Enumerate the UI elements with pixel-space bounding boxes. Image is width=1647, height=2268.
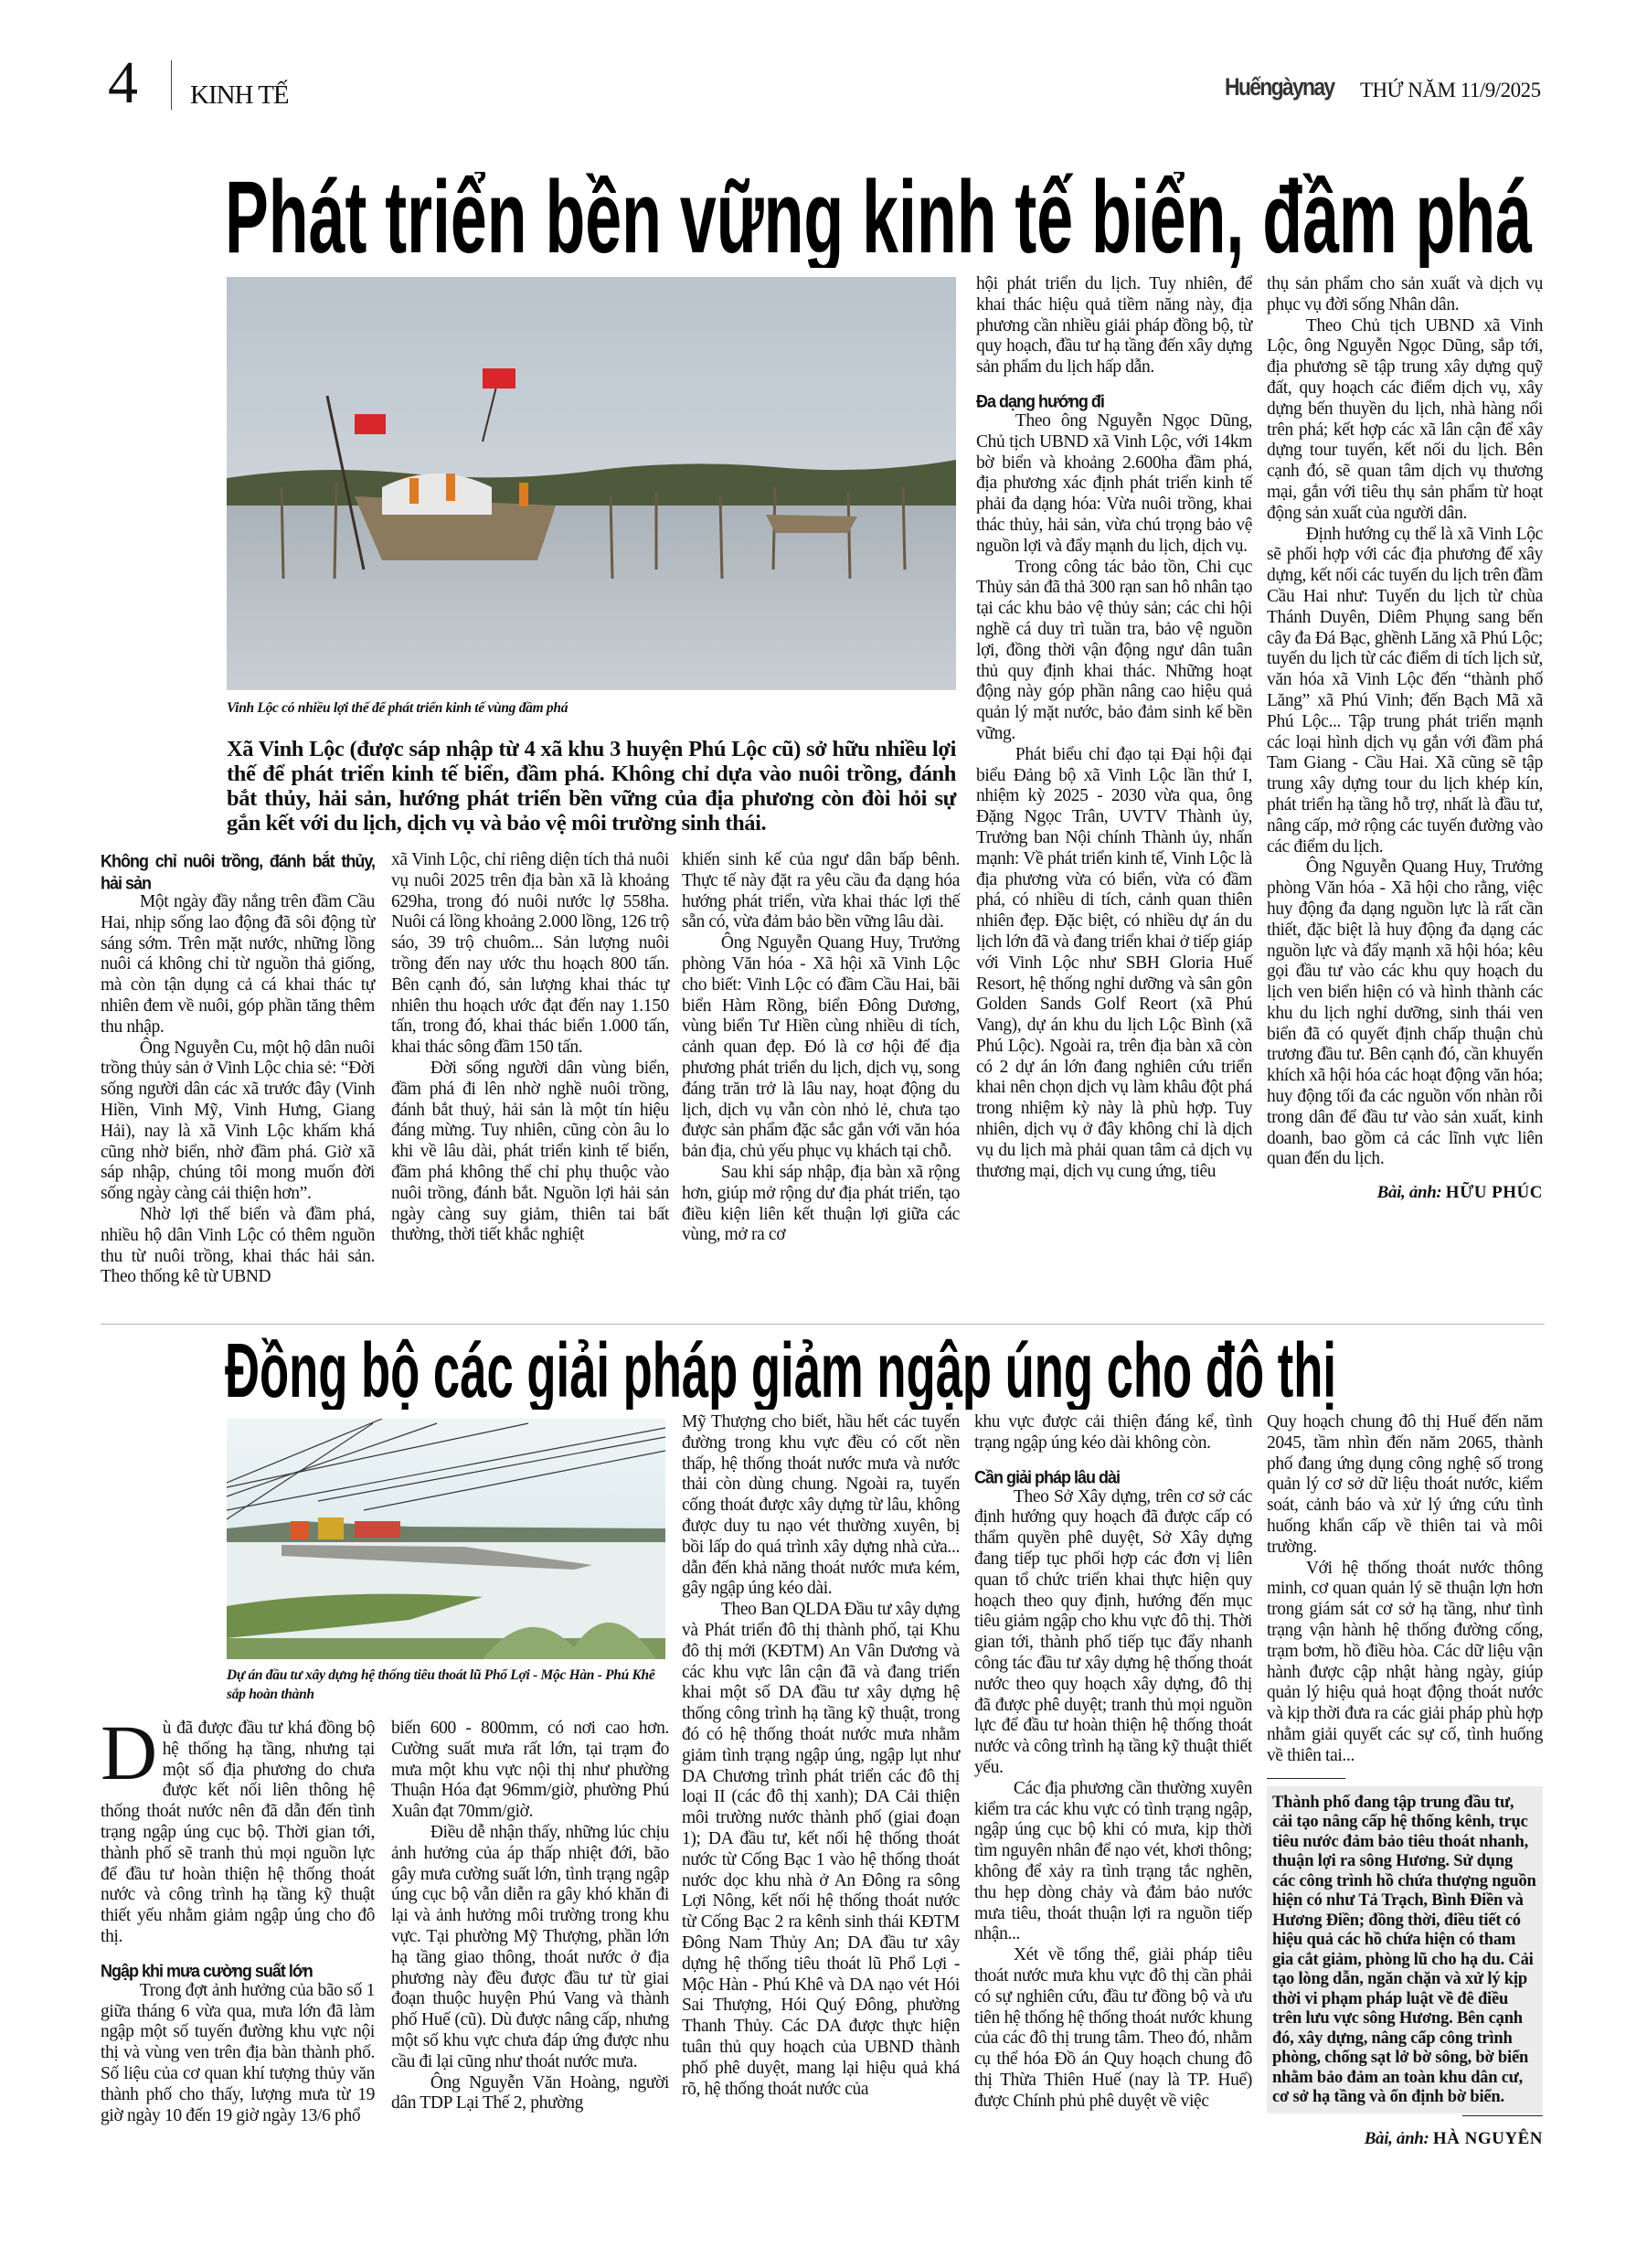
body-paragraph: Ông Nguyễn Cu, một hộ dân nuôi trồng thủy sản ở Vinh Lộc chia sẻ: “Đời sống người dân các xã trước đây (Vinh Hiền, Vinh Mỹ, Vinh Hưng, Giang Hải), nay là xã Vinh Lộc khấm khá cũng nhờ biển, nhờ đầm phá. Giờ xã sáp nhập, chúng tôi mong muốn đời sống ngày càng cải thiện hơn”. xyxy=(101,1038,375,1204)
subheading: Ngập khi mưa cường suất lớn xyxy=(101,1960,313,1981)
article1-column-2 xyxy=(391,850,669,1246)
body-paragraph: khu vực được cải thiện đáng kể, tình trạng ngập úng kéo dài không còn. xyxy=(974,1412,1252,1453)
body-paragraph: Theo ông Nguyễn Ngọc Dũng, Chủ tịch UBND xã Vinh Lộc, với 14km bờ biển và khoảng 2.600ha đầm phá, địa phương xác định phát triển kinh tế phải đa dạng hóa: Vừa nuôi trồng, khai thác thủy, hải sản, vừa chú trọng bảo vệ nguồn lợi và đẩy mạnh du lịch, dịch vụ. xyxy=(976,410,1252,556)
byline-author: HỮU PHÚC xyxy=(1445,1183,1543,1203)
article2-byline xyxy=(1267,2129,1543,2150)
article-separator xyxy=(101,1324,1545,1325)
body-paragraph: biến 600 - 800mm, có nơi cao hơn. Cường suất mưa rất lớn, tại trạm đo mưa một khu vực nội thị như phường Thuận Hóa đạt 96mm/giờ, phường Phú Xuân đạt 70mm/giờ. xyxy=(391,1719,669,1822)
article2-title xyxy=(225,1336,1340,1414)
section-name: KINH TẾ xyxy=(190,80,289,110)
article1-column-3 xyxy=(682,850,960,1246)
body-paragraph: Theo Ban QLDA Đầu tư xây dựng và Phát triển đô thị thành phố, tại Khu đô thị mới (KĐTM) An Vân Dương và các khu vực lân cận đã và đang triển khai một số DA đầu tư xây dựng hệ thống công trình hạ tầng kỹ thuật, trong đó có hệ thống thoát nước mưa nhằm giảm tình trạng ngập úng, ngập lụt như DA Chương trình phát triển các đô thị loại II (các đô thị xanh); DA Cải thiện môi trường nước thành phố (giai đoạn 1); DA đầu tư, kết nối hệ thống thoát nước từ Cống Bạc 1 vào hệ thống thoát nước dọc khu nhà ở An Đông ra sông Lợi Nông, kết nối hệ thống thoát nước từ Cống Bạc 2 ra kênh sinh thái KĐTM Đông Nam Thủy An; DA đầu tư xây dựng hệ thống tiêu thoát lũ Phổ Lợi - Mộc Hàn - Phú Khê và DA nạo vét Hói Sai Thượng, Hói Quý Đông, phường Thanh Thủy. Các DA được thực hiện tuân thủ quy hoạch của UBND thành phố phê duyệt, mang lại hiệu quả khá rõ, hệ thống thoát nước của xyxy=(682,1600,960,2099)
byline-label: Bài, ảnh: xyxy=(1364,2128,1429,2148)
box-top-rule xyxy=(1267,1778,1345,1779)
drop-cap: D xyxy=(101,1709,157,1796)
article2-title-text: Đồng bộ các giải pháp giảm ngập úng cho đô thị xyxy=(225,1336,1336,1410)
body-paragraph: Định hướng cụ thể là xã Vinh Lộc sẽ phối hợp với các địa phương để xây dựng, kết nối các tuyến du lịch trên đầm Cầu Hai như: Tuyến du lịch từ chùa Thánh Duyên, Diêm Phụng sang bến cây đa Đá Bạc, ghềnh Lăng xã Phú Lộc; tuyến du lịch từ các điểm di tích lịch sử, văn hóa xã Vinh Lộc đến “thành phố Lăng” xã Phú Vinh; đến Bạch Mã xã Phú Lộc... Tập trung phát triển mạnh các loại hình dịch vụ gắn với đầm phá Tam Giang - Cầu Hai. Xã cũng sẽ tập trung xây dựng tour du lịch khép kín, phát triển hạ tầng hỗ trợ, nhất là đầu tư, nâng cấp, mở rộng các tuyến đường vào các điểm du lịch. xyxy=(1267,524,1543,857)
article2-column-1 xyxy=(101,1709,375,2126)
body-paragraph: Ông Nguyễn Quang Huy, Trưởng phòng Văn hóa - Xã hội cho rằng, việc huy động đa dạng nguồn lực là rất cần thiết, đặc biệt là huy động đa dạng các nguồn lực và đẩy mạnh xã hội hóa; kêu gọi đầu tư vào các khu quy hoạch du lịch ven biển hiện có và hình thành các khu du lịch nghỉ dưỡng, sinh thái ven biển đã có quyết định chấp thuận chủ trương đầu tư. Bên cạnh đó, cần khuyến khích xã hội hóa các hoạt động văn hóa; huy động tối đa các nguồn vốn nhàn rỗi trong dân để đầu tư vào sản xuất, kinh doanh, bao gồm cả các lĩnh vực liên quan đến du lịch. xyxy=(1267,857,1543,1169)
body-paragraph: Các địa phương cần thường xuyên kiểm tra các khu vực có tình trạng ngập, ngập úng cục bộ khi có mưa, kịp thời tìm nguyên nhân để nạo vét, khơi thông; không để xảy ra tình trạng tắc nghẽn, thu hẹp dòng chảy và đảm bảo nước mưa tiêu, thoát thuận lợi ra nguồn tiếp nhận... xyxy=(974,1778,1252,1944)
body-paragraph: ù đã được đầu tư khá đồng bộ hệ thống hạ tầng, nhưng tại một số địa phương do chưa được kết nối liên thông hệ thống thoát nước nên đã dẫn đến tình trạng ngập úng cục bộ. Thời gian tới, thành phố sẽ tranh thủ mọi nguồn lực để đầu tư hoàn thiện hệ thống thoát nước và công trình hạ tầng kỹ thuật thiết yếu nhằm giảm ngập úng cho đô thị. xyxy=(101,1719,375,1946)
article1-title-text: Phát triển bền vững kinh tế biển, đầm phá xyxy=(225,172,1533,268)
header-divider xyxy=(171,60,172,110)
article2-column-4 xyxy=(974,1412,1252,2113)
body-paragraph: Xét về tổng thể, giải pháp tiêu thoát nước mưa khu vực đô thị cần phải có sự nghiên cứu, đầu tư đồng bộ và ưu tiên hệ thống hệ thống thoát nước khung của các đô thị trung tâm. Theo đó, nhằm cụ thể hóa Đồ án Quy hoạch chung đô thị Thừa Thiên Huế (nay là TP. Huế) được Chính phủ phê duyệt về việc xyxy=(974,1945,1252,2111)
article2-column-5 xyxy=(1267,1412,1543,2149)
body-paragraph: Quy hoạch chung đô thị Huế đến năm 2045, tầm nhìn đến năm 2065, thành phố đang ứng dụng công nghệ số trong quản lý cơ sở dữ liệu thoát nước, kiểm soát, cảnh báo và xử lý ứng cứu tình huống khẩn cấp về thiên tai và môi trường. xyxy=(1267,1412,1543,1557)
byline-author: HÀ NGUYÊN xyxy=(1432,2128,1543,2148)
body-paragraph: Điều dễ nhận thấy, những lúc chịu ảnh hưởng của áp thấp nhiệt đới, bão gây mưa cường suất lớn, tình trạng ngập úng cục bộ vẫn diễn ra gây khó khăn đi lại và ảnh hưởng môi trường trong khu vực. Tại phường Mỹ Thượng, phần lớn hạ tầng giao thông, thoát nước ở địa phương này đều được đầu tư từ giai đoạn thuộc huyện Phú Vang và thành phố Huế (cũ). Dù được nâng cấp, nhưng một số khu vực chưa đáp ứng được nhu cầu đi lại cũng như thoát nước mưa. xyxy=(391,1822,669,2071)
article2-photo-caption: Dự án đầu tư xây dựng hệ thống tiêu thoát lũ Phổ Lợi - Mộc Hàn - Phú Khê sắp hoàn thành xyxy=(227,1667,655,1702)
body-paragraph: Trong công tác bảo tồn, Chi cục Thủy sản đã thả 300 rạn san hô nhân tạo tại các khu bảo vệ thủy sản; các chi hội nghề cá duy trì tuần tra, bảo vệ nguồn lợi, đồng thời vận động ngư dân tuân thủ quy định khai thác. Những hoạt động này góp phần nâng cao hiệu quả quản lý mặt nước, bảo đảm sinh kế bền vững. xyxy=(976,557,1252,743)
body-paragraph: Mỹ Thượng cho biết, hầu hết các tuyến đường trong khu vực đều có cốt nền thấp, hệ thống thoát nước mưa và nước thải còn dùng chung. Ngoài ra, tuyến cống thoát được xây dựng từ lâu, không được duy tu nạo vét thường xuyên, bị bồi lấp do quá trình xây dựng nhà cửa... dẫn đến khả năng thoát nước mưa kém, gây ngập úng kéo dài. xyxy=(682,1412,960,1599)
subheading: Không chỉ nuôi trồng, đánh bắt thủy, hải sản xyxy=(101,850,375,894)
body-paragraph: Trong đợt ảnh hưởng của bão số 1 giữa tháng 6 vừa qua, mưa lớn đã làm ngập một số tuyến đường khu vực nội thị và vùng ven trên địa bàn thành phố. Số liệu của cơ quan khí tượng thủy văn thành phố cho thấy, lượng mưa từ 19 giờ ngày 10 đến 19 giờ ngày 13/6 phổ xyxy=(101,1980,375,2125)
byline-label: Bài, ảnh: xyxy=(1376,1183,1442,1203)
body-paragraph: Theo Chủ tịch UBND xã Vinh Lộc, ông Nguyễn Ngọc Dũng, sắp tới, địa phương sẽ tập trung xây dựng quỹ đất, quy hoạch các điểm dịch vụ, xây dựng bến thuyền du lịch, nhà hàng nổi trên phá; kết hợp các xã lân cận để xây dựng tour tuyến, kết nối du lịch. Bên cạnh đó, sẽ quan tâm dịch vụ thương mại, gắn với tiêu thụ sản phẩm từ hoạt động sản xuất của người dân. xyxy=(1267,315,1543,523)
subheading: Đa dạng hướng đi xyxy=(976,390,1104,411)
body-paragraph: Đời sống người dân vùng biển, đầm phá đi lên nhờ nghề nuôi trồng, đánh bắt thuỷ, hải sản là một tín hiệu đáng mừng. Tuy nhiên, cũng còn âu lo khi về lâu dài, phát triển kinh tế biển, đầm phá không thể chỉ phụ thuộc vào nuôi trồng, đánh bắt. Nguồn lợi hải sản ngày càng suy giảm, thiên tai bất thường, thời tiết khắc nghiệt xyxy=(391,1058,669,1245)
body-paragraph: Ông Nguyễn Văn Hoàng, người dân TDP Lại Thế 2, phường xyxy=(391,2072,669,2114)
body-paragraph: Ông Nguyễn Quang Huy, Trưởng phòng Văn hóa - Xã hội xã Vinh Lộc cho biết: Vinh Lộc có đầm Cầu Hai, bãi biển Hàm Rồng, biển Đông Dương, vùng biển Tư Hiền cùng nhiều di tích, cảnh quan đẹp. Đó là cơ hội để địa phương phát triển du lịch, dịch vụ, song đáng trăn trở là lâu nay, hoạt động du lịch, dịch vụ vẫn còn nhỏ lẻ, chưa tạo được sản phẩm đặc sắc gắn với văn hóa bản địa, chủ yếu phục vụ khách tại chỗ. xyxy=(682,933,960,1162)
article1-photo xyxy=(227,277,956,690)
issue-date: THỨ NĂM 11/9/2025 xyxy=(1360,79,1541,101)
article-byline xyxy=(1267,1183,1543,1204)
subheading: Cần giải pháp lâu dài xyxy=(974,1466,1121,1487)
body-paragraph: Theo Sở Xây dựng, trên cơ sở các định hướng quy hoạch đã được cấp có thẩm quyền phê duyệt, Sở Xây dựng đang tiếp tục phối hợp các đơn vị liên quan tổ chức triển khai thực hiện quy hoạch theo quy định, hướng đến mục tiêu giảm ngập cho khu vực đô thị. Thời gian tới, thành phố tiếp tục đẩy nhanh công tác đầu tư xây dựng hệ thống thoát nước theo quy hoạch xây dựng, đô thị đã được phê duyệt; tranh thủ mọi nguồn lực để đầu tư hoàn thiện hệ thống thoát nước và công trình hạ tầng kỹ thuật thiết yếu. xyxy=(974,1486,1252,1777)
article1-column-4 xyxy=(976,274,1252,1182)
body-paragraph: xã Vinh Lộc, chỉ riêng diện tích thả nuôi vụ nuôi 2025 trên địa bàn xã là khoảng 629ha, trong đó nuôi nước lợ 558ha. Nuôi cá lồng khoảng 2.000 lồng, 126 trộ sáo, 39 trộ chuôm... Sản lượng nuôi trồng đến nay ước thu hoạch 800 tấn. Bên cạnh đó, sản lượng khai thác tự nhiên thu hoạch ước đạt đến nay 1.150 tấn, trong đó, khai thác biển 1.000 tấn, khai thác sông đầm 150 tấn. xyxy=(391,850,669,1058)
article2-column-5-body xyxy=(1267,1412,1543,1767)
body-paragraph: Sau khi sáp nhập, địa bàn xã rộng hơn, giúp mở rộng dư địa phát triển, tạo điều kiện liên kết thuận lợi giữa các vùng, mở ra cơ xyxy=(682,1162,960,1245)
article1-lede: Xã Vinh Lộc (được sáp nhập từ 4 xã khu 3 huyện Phú Lộc cũ) sở hữu nhiều lợi thế để phát triển kinh tế biển, đầm phá. Không chỉ dựa vào nuôi trồng, đánh bắt thủy, hải sản, hướng phát triển bền vững của địa phương còn đòi hỏi sự gắn kết với du lịch, dịch vụ và bảo vệ môi trường sinh thái. xyxy=(227,737,956,836)
body-paragraph: Với hệ thống thoát nước thông minh, cơ quan quản lý sẽ thuận lợn hơn trong giám sát cơ sở hạ tầng, như tình trạng vận hành hệ thống đường cống, trạm bơm, hồ điều hòa. Các dữ liệu vận hành được cập nhật hàng ngày, giúp quản lý hiệu quả hoạt động thoát nước và kịp thời đưa ra các giải pháp phù hợp nhằm giải quyết các sự cố, tình huống về thiên tai... xyxy=(1267,1558,1543,1765)
publication-logo: Huếngàynay xyxy=(1225,73,1334,101)
article1-column-5 xyxy=(1267,274,1543,1204)
article1-column-1 xyxy=(101,850,375,1288)
article2-column-3 xyxy=(682,1412,960,2100)
article1-title xyxy=(225,172,1534,272)
body-paragraph: Phát biểu chỉ đạo tại Đại hội đại biểu Đảng bộ xã Vinh Lộc lần thứ I, nhiệm kỳ 2025 - 2030 vừa qua, ông Đặng Ngọc Trân, UVTV Thành ủy, Trưởng ban Nội chính Thành ủy, nhấn mạnh: Về phát triển kinh tế, Vinh Lộc là địa phương vừa có biển, vừa có đầm phá, có nhiều di tích, cảnh quan thiên nhiên đẹp. Đặc biệt, có nhiều dự án du lịch lớn đã và đang triển khai ở tiếp giáp với Vinh Lộc như SBH Gloria Huế Resort, hệ thống nghỉ dưỡng và sân gôn Golden Sands Golf Reort (xã Phú Vang), dự án khu du lịch Lộc Bình (xã Phú Lộc). Ngoài ra, trên địa bàn xã còn có 2 dự án lớn đang nghiên cứu triển khai nên chọn dịch vụ làm khâu đột phá trong nhiệm kỳ này là phù hợp. Tuy nhiên, dịch vụ ở đây không chỉ là dịch vụ du lịch mà phải quan tâm cả dịch vụ thương mại, dịch vụ cung ứng, tiêu xyxy=(976,744,1252,1181)
page-number: 4 xyxy=(108,49,138,116)
article2-photo xyxy=(227,1419,665,1659)
body-paragraph: Nhờ lợi thế biển và đầm phá, nhiều hộ dân Vinh Lộc có thêm nguồn thu từ nuôi trồng, khai thác hải sản. Theo thống kê từ UBND xyxy=(101,1204,375,1287)
body-paragraph: hội phát triển du lịch. Tuy nhiên, để khai thác hiệu quả tiềm năng này, địa phương cần nhiều giải pháp đồng bộ, từ quy hoạch, đầu tư hạ tầng đến xây dựng sản phẩm du lịch hấp dẫn. xyxy=(976,274,1252,378)
article2-column-2 xyxy=(391,1719,669,2114)
byline-rule xyxy=(1462,2115,1543,2116)
sidebar-summary-box: Thành phố đang tập trung đầu tư, cải tạo nâng cấp hệ thống kênh, trục tiêu nước đảm bảo tiêu thoát nhanh, thuận lợi ra sông Hương. Sử dụng các công trình hồ chứa thượng nguồn hiện có như Tả Trạch, Bình Điền và Hương Điền; đồng thời, điều tiết có hiệu quả các hồ chứa hiện có tham gia cắt giảm, phòng lũ cho hạ du. Cải tạo lòng dẫn, ngăn chặn và xử lý kịp thời vi phạm pháp luật về đê điều trên lưu vực sông Hương. Bên cạnh đó, xây dựng, nâng cấp công trình phòng, chống sạt lở bờ sông, bờ biển nhằm bảo đảm an toàn khu dân cư, cơ sở hạ tầng và ổn định bờ biển. xyxy=(1267,1786,1543,2114)
body-paragraph: khiến sinh kế của ngư dân bấp bênh. Thực tế này đặt ra yêu cầu đa dạng hóa hướng phát triển, vừa khai thác lợi thế sẵn có, vừa đảm bảo bền vững lâu dài. xyxy=(682,850,960,932)
article1-photo-caption: Vinh Lộc có nhiều lợi thế để phát triển kinh tế vùng đầm phá xyxy=(227,700,568,716)
body-paragraph: thụ sản phẩm cho sản xuất và dịch vụ phục vụ đời sống Nhân dân. xyxy=(1267,274,1543,314)
body-paragraph: Một ngày đầy nắng trên đầm Cầu Hai, nhịp sống lao động đã sôi động từ sáng sớm. Trên mặt nước, những lồng nuôi cá không chỉ từ nguồn thả giống, mà còn tận dụng cả cá khai thác tự nhiên đem về nuôi, góp phần tăng thêm thu nhập. xyxy=(101,892,375,1037)
